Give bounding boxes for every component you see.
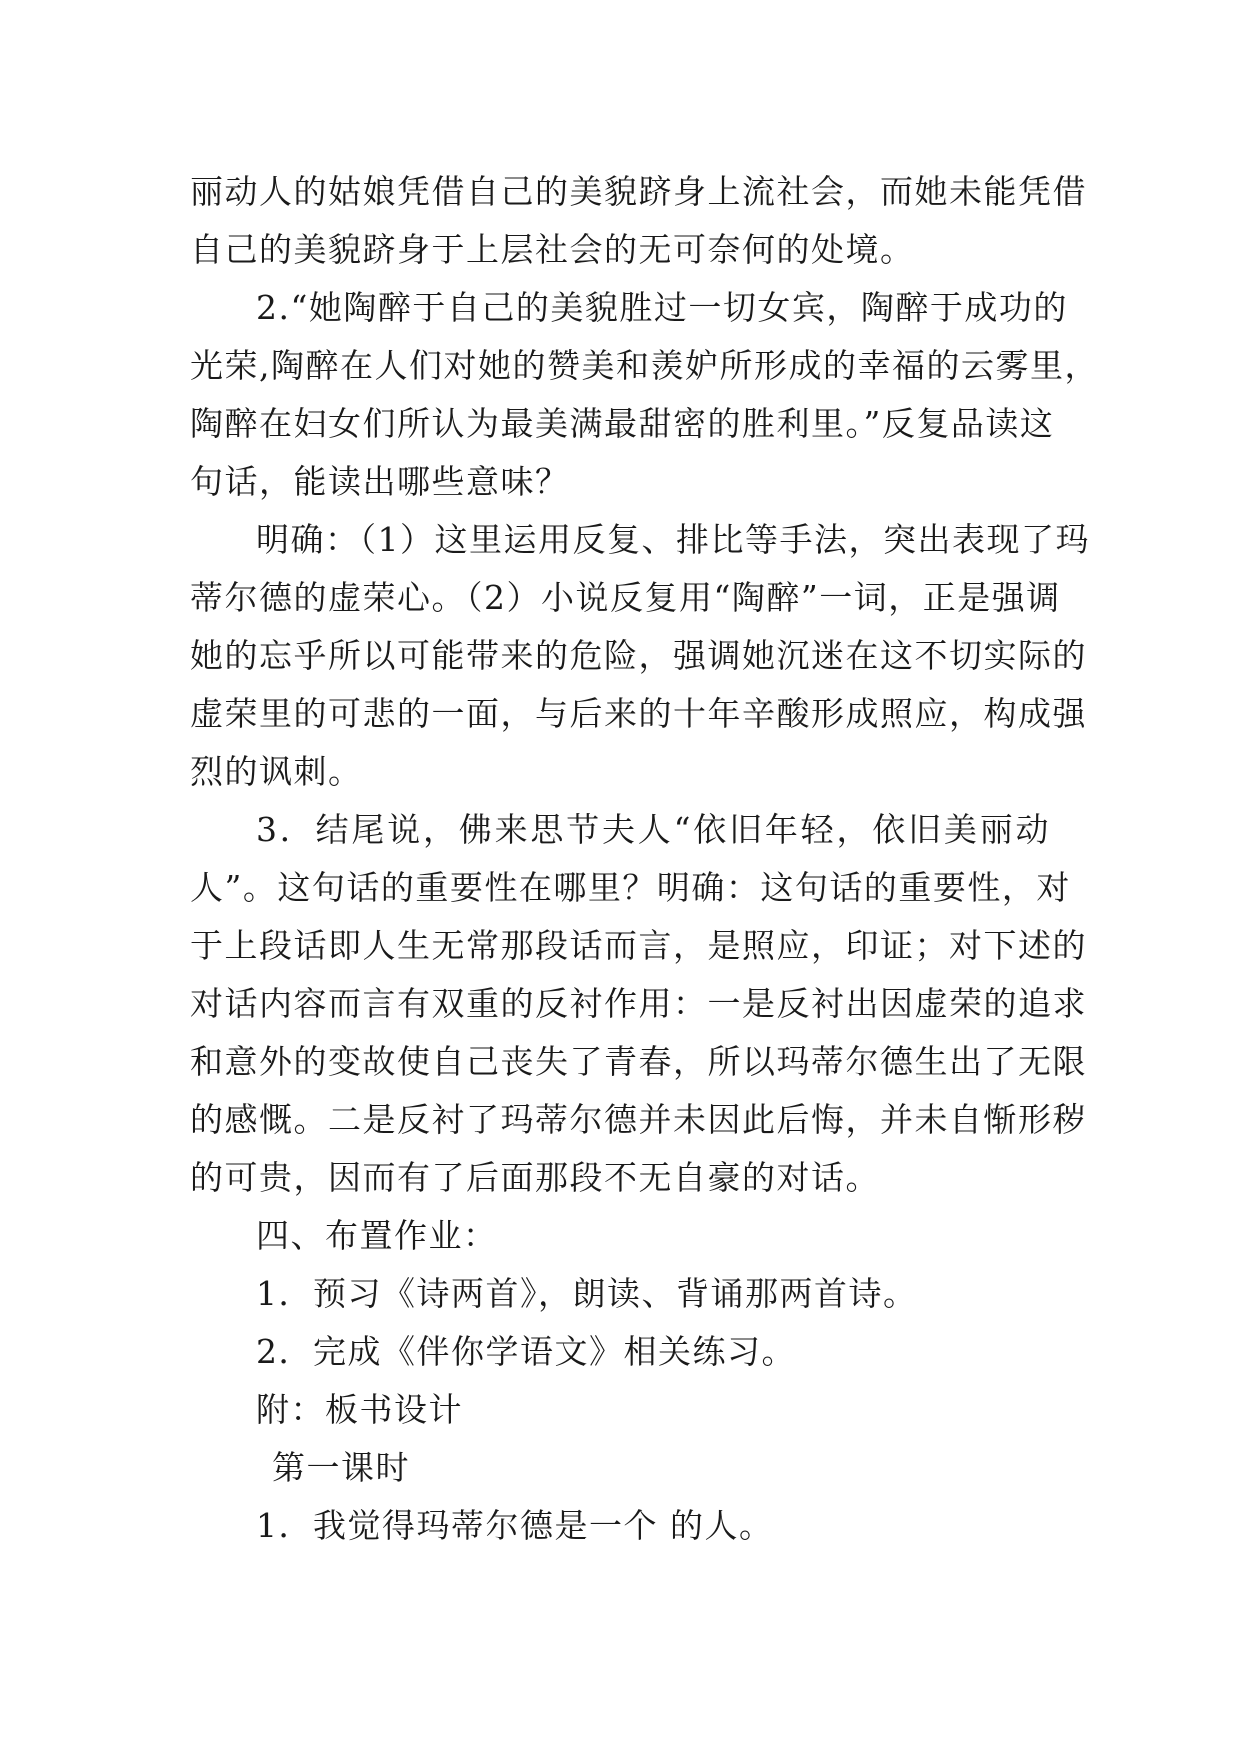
text-line: 人”。这句话的重要性在哪里？明确：这句话的重要性，对 [190, 868, 1071, 907]
text-line: 明确：（1）这里运用反复、排比等手法，突出表现了玛 [256, 520, 1090, 559]
text-line: 自己的美貌跻身于上层社会的无可奈何的处境。 [190, 230, 915, 269]
text-line: 句话，能读出哪些意味？ [190, 462, 570, 501]
appendix-heading: 附：板书设计 [256, 1390, 463, 1429]
subheading: 第一课时 [272, 1448, 410, 1487]
text-line: 对话内容而言有双重的反衬作用：一是反衬出因虚荣的追求 [190, 984, 1087, 1023]
text-line: 丽动人的姑娘凭借自己的美貌跻身上流社会，而她未能凭借 [190, 172, 1087, 211]
document-body [190, 163, 1099, 1555]
text-line: 3．结尾说，佛来思节夫人“依旧年轻，依旧美丽动 [256, 810, 1050, 849]
text-line: 和意外的变故使自己丧失了青春，所以玛蒂尔德生出了无限 [190, 1042, 1087, 1081]
text-line: 虚荣里的可悲的一面，与后来的十年辛酸形成照应，构成强 [190, 694, 1087, 733]
text-line: 她的忘乎所以可能带来的危险，强调她沉迷在这不切实际的 [190, 636, 1087, 675]
list-item: 1．我觉得玛蒂尔德是一个 的人。 [256, 1506, 774, 1545]
text-line: 的感慨。二是反衬了玛蒂尔德并未因此后悔，并未自惭形秽 [190, 1100, 1087, 1139]
section-heading: 四、布置作业： [256, 1216, 498, 1255]
text-line: 蒂尔德的虚荣心。（2）小说反复用“陶醉”一词，正是强调 [190, 578, 1061, 617]
text-line: 于上段话即人生无常那段话而言，是照应，印证；对下述的 [190, 926, 1087, 965]
text-line: 的可贵，因而有了后面那段不无自豪的对话。 [190, 1158, 880, 1197]
list-item: 2．完成《伴你学语文》相关练习。 [256, 1332, 796, 1371]
text-line: 烈的讽刺。 [190, 752, 363, 791]
text-line: 光荣,陶醉在人们对她的赞美和羡妒所形成的幸福的云雾里， [190, 346, 1099, 385]
text-line: 2.“她陶醉于自己的美貌胜过一切女宾，陶醉于成功的 [256, 288, 1068, 327]
text-line: 陶醉在妇女们所认为最美满最甜密的胜利里。”反复品读这 [190, 404, 1055, 443]
list-item: 1．预习《诗两首》，朗读、背诵那两首诗。 [256, 1274, 918, 1313]
